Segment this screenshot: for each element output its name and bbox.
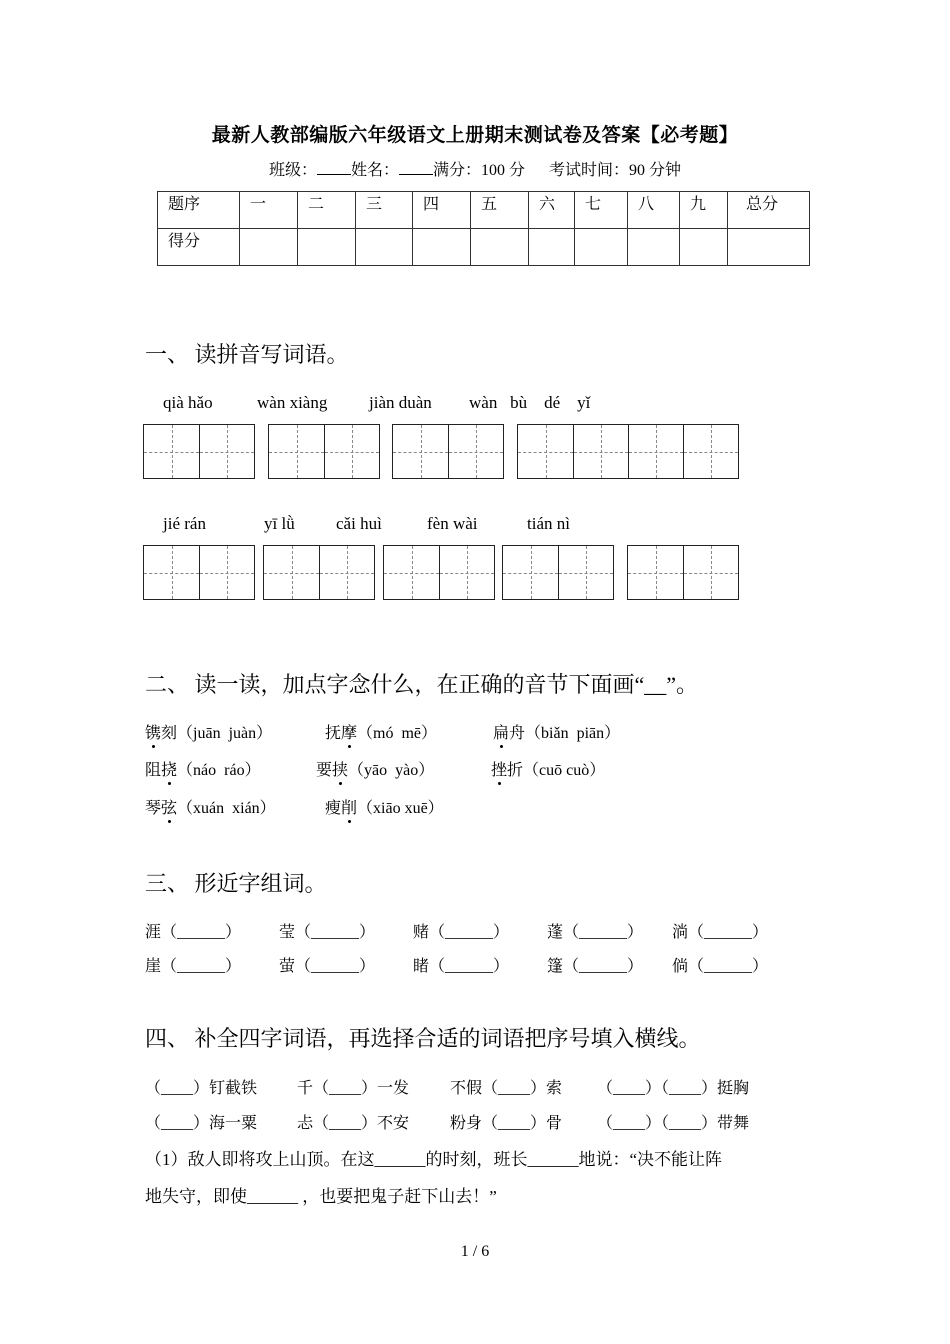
pinyin: tián nì [527, 514, 570, 533]
word-item[interactable]: 赌（______） [413, 924, 510, 941]
score-table-score-row [158, 229, 810, 266]
exam-info [0, 157, 950, 180]
writing-box[interactable] [143, 424, 255, 479]
idiom-item[interactable]: 千（____）一发 [297, 1080, 410, 1097]
score-cell: 八 [628, 192, 680, 229]
phonetic-item[interactable]: 挫折（cuō cuò） [491, 757, 605, 780]
word-item[interactable]: 涯（______） [145, 924, 242, 941]
pinyin: qià hǎo [163, 393, 213, 412]
score-input-cell[interactable] [471, 229, 529, 266]
phonetic-item[interactable]: 扁舟（biǎn piān） [493, 720, 620, 743]
idiom-item[interactable]: 不假（____）索 [450, 1080, 563, 1097]
score-input-cell[interactable] [413, 229, 471, 266]
phonetic-item[interactable]: 镌刻（juān juàn） [145, 720, 272, 743]
score-cell: 六 [529, 192, 575, 229]
section3-heading: 三、 形近字组词。 [145, 871, 327, 896]
section1-grid-row1 [0, 424, 950, 480]
score-cell: 九 [680, 192, 728, 229]
score-input-cell[interactable] [356, 229, 413, 266]
pinyin: fèn wài [427, 514, 478, 533]
pinyin: wàn xiàng [257, 393, 328, 412]
score-cell: 七 [575, 192, 628, 229]
score-table-header-row [158, 192, 810, 229]
word-item[interactable]: 崖（______） [145, 958, 242, 975]
writing-box[interactable] [392, 424, 504, 479]
page-number: 1 / 6 [460, 1243, 490, 1260]
word-item[interactable]: 睹（______） [413, 958, 510, 975]
question-text: （1）敌人即将攻上山顶。在这______的时刻，班长______地说：“决不能让阵 [145, 1150, 723, 1169]
phonetic-item[interactable]: 要挟（yāo yào） [316, 757, 434, 780]
writing-box[interactable] [627, 545, 739, 600]
section2-heading: 二、 读一读，加点字念什么，在正确的音节下面画“__”。 [145, 672, 699, 697]
phonetic-item[interactable]: 抚摩（mó mē） [325, 720, 437, 743]
word-item[interactable]: 篷（______） [547, 958, 644, 975]
score-cell: 一 [240, 192, 298, 229]
pinyin: jiàn duàn [369, 393, 432, 412]
score-cell: 得分 [158, 229, 240, 266]
phonetic-item[interactable]: 琴弦（xuán xián） [145, 795, 276, 818]
word-item[interactable]: 萤（______） [279, 958, 376, 975]
phonetic-item[interactable]: 瘦削（xiāo xuē） [325, 795, 444, 818]
word-item[interactable]: 蓬（______） [547, 924, 644, 941]
score-input-cell[interactable] [728, 229, 810, 266]
idiom-item[interactable]: （____）海一粟 [145, 1115, 258, 1132]
word-item[interactable]: 淌（______） [672, 924, 769, 941]
score-input-cell[interactable] [575, 229, 628, 266]
score-cell: 二 [298, 192, 356, 229]
score-cell: 三 [356, 192, 413, 229]
idiom-item[interactable]: （____）钉截铁 [145, 1080, 258, 1097]
idiom-item[interactable]: （____）（____）带舞 [597, 1115, 750, 1132]
class-label: 班级： [268, 162, 317, 179]
score-table [157, 191, 810, 266]
section4-heading: 四、 补全四字词语，再选择合适的词语把序号填入横线。 [145, 1026, 701, 1051]
phonetic-item[interactable]: 阻挠（náo ráo） [145, 757, 261, 780]
writing-box[interactable] [263, 545, 375, 600]
score-input-cell[interactable] [628, 229, 680, 266]
writing-box[interactable] [268, 424, 380, 479]
pinyin: jié rán [163, 514, 206, 533]
score-cell: 四 [413, 192, 471, 229]
writing-box[interactable] [143, 545, 255, 600]
page-title: 最新人教部编版六年级语文上册期末测试卷及答案【必考题】 [211, 125, 739, 146]
score-cell: 题序 [158, 192, 240, 229]
score-cell: 总分 [728, 192, 810, 229]
name-blank[interactable] [399, 160, 433, 175]
pinyin: yī lǜ [264, 514, 295, 533]
writing-box[interactable] [502, 545, 614, 600]
idiom-item[interactable]: （____）（____）挺胸 [597, 1080, 750, 1097]
section1-heading: 一、 读拼音写词语。 [145, 342, 349, 367]
word-item[interactable]: 莹（______） [279, 924, 376, 941]
pinyin: cǎi huì [336, 514, 382, 533]
word-item[interactable]: 倘（______） [672, 958, 769, 975]
class-blank[interactable] [317, 160, 351, 175]
full-score: 满分：100 分 [433, 162, 526, 179]
idiom-item[interactable]: 粉身（____）骨 [450, 1115, 563, 1132]
score-cell: 五 [471, 192, 529, 229]
score-input-cell[interactable] [529, 229, 575, 266]
score-input-cell[interactable] [680, 229, 728, 266]
writing-box[interactable] [383, 545, 495, 600]
exam-time: 考试时间：90 分钟 [549, 162, 682, 179]
section1-grid-row2 [0, 545, 950, 601]
score-input-cell[interactable] [240, 229, 298, 266]
pinyin: wàn bù dé yǐ [469, 393, 591, 412]
question-text: 地失守，即使______ ，也要把鬼子赶下山去！” [145, 1187, 497, 1206]
score-input-cell[interactable] [298, 229, 356, 266]
idiom-item[interactable]: 忐（____）不安 [297, 1115, 410, 1132]
writing-box[interactable] [517, 424, 739, 479]
name-label: 姓名： [350, 162, 399, 179]
